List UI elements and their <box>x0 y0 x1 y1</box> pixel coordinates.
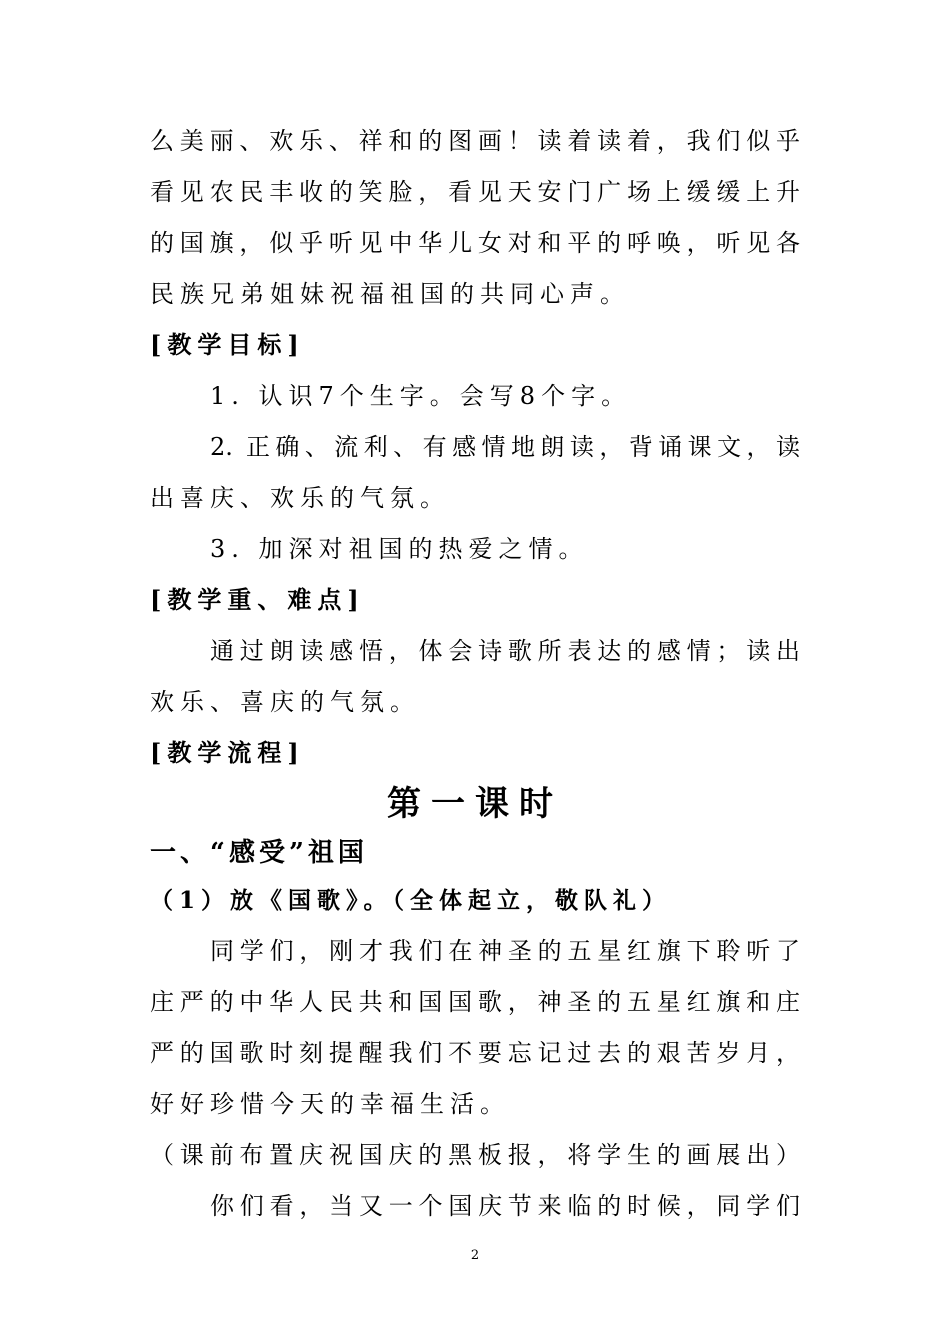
paragraph-line: 同学们，刚才我们在神圣的五星红旗下聆听了 <box>210 937 800 965</box>
lesson-title: 第一课时 <box>387 784 563 824</box>
paragraph-line: 严的国歌时刻提醒我们不要忘记过去的艰苦岁月， <box>150 1039 800 1067</box>
goal-item-continuation: 出喜庆、欢乐的气氛。 <box>150 484 450 512</box>
text-line: 看见农民丰收的笑脸，看见天安门广场上缓缓上升 <box>150 178 800 206</box>
text-line: 民族兄弟姐妹祝福祖国的共同心声。 <box>150 280 630 308</box>
keypoints-text: 通过朗读感悟，体会诗歌所表达的感情；读出 <box>210 637 800 665</box>
paragraph-line: 好好珍惜今天的幸福生活。 <box>150 1090 510 1118</box>
note-line: （课前布置庆祝国庆的黑板报，将学生的画展出） <box>150 1141 800 1169</box>
keypoints-heading: [教学重、难点] <box>150 585 365 614</box>
goal-item: 3. 加深对祖国的热爱之情。 <box>210 535 589 563</box>
page-number: 2 <box>470 1248 480 1263</box>
process-heading: [教学流程] <box>150 738 305 767</box>
section-title: 一、“感受”祖国 <box>150 838 368 868</box>
text-line: 的国旗，似乎听见中华儿女对和平的呼唤，听见各 <box>150 229 800 257</box>
text-line: 么美丽、欢乐、祥和的图画！读着读着，我们似乎 <box>150 127 800 155</box>
step-title: （1）放《国歌》。（全体起立，敬队礼） <box>150 887 672 914</box>
goal-item: 2. 正确、流利、有感情地朗读，背诵课文，读 <box>210 433 800 461</box>
paragraph-line: 你们看，当又一个国庆节来临的时候，同学们 <box>210 1192 800 1220</box>
keypoints-text-continuation: 欢乐、喜庆的气氛。 <box>150 688 420 716</box>
goal-item: 1. 认识7个生字。会写8个字。 <box>210 382 632 410</box>
paragraph-line: 庄严的中华人民共和国国歌，神圣的五星红旗和庄 <box>150 988 800 1016</box>
goals-heading: [教学目标] <box>150 330 305 359</box>
